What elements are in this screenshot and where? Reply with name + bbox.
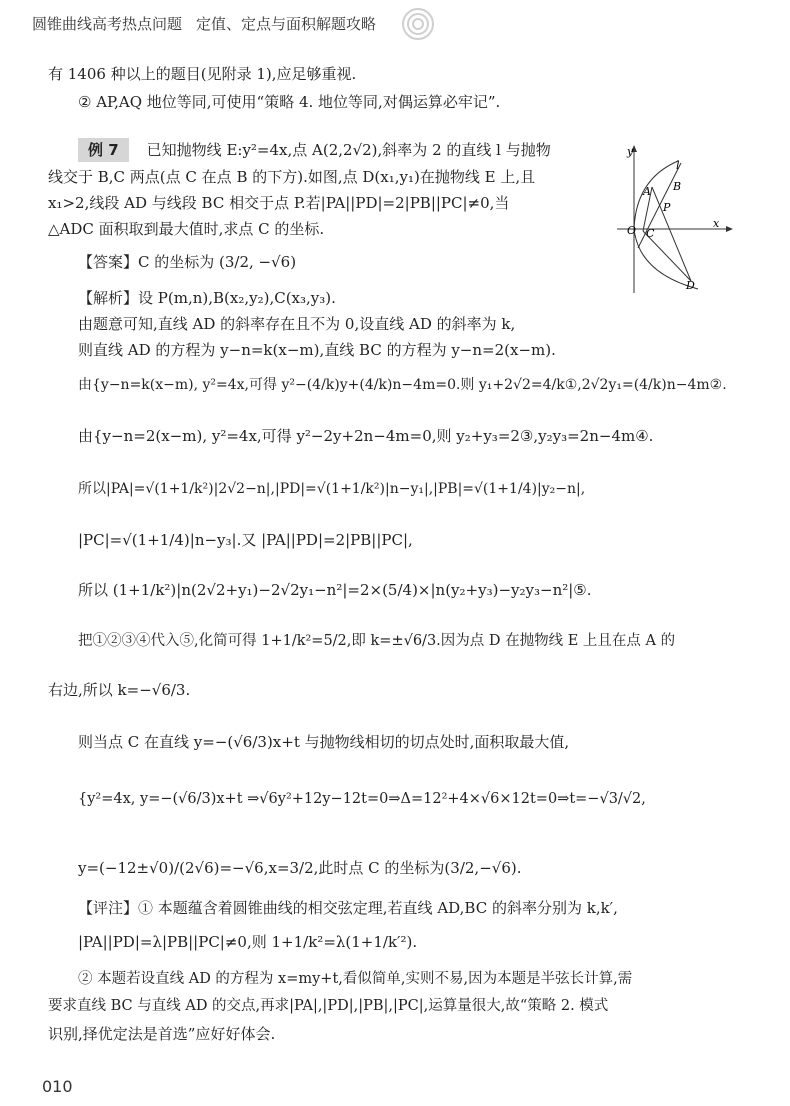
fig-label-p: P (663, 201, 671, 214)
analysis-label: 【解析】 (78, 289, 139, 307)
fig-label-b: B (673, 180, 682, 193)
answer-label: 【答案】 (78, 253, 139, 271)
text-line: |PC|=√(1+1/4)|n−y₃|.又 |PA||PD|=2|PB||PC|, (78, 531, 413, 549)
page-number: 010 (42, 1077, 73, 1096)
text-line: ② 本题若设直线 AD 的方程为 x=my+t,看似简单,实则不易,因为本题是半弦长计算,需 (78, 971, 633, 987)
text-line: 已知抛物线 E:y²=4x,点 A(2,2√2),斜率为 2 的直线 l 与抛物 (146, 141, 551, 159)
text-line: x₁>2,线段 AD 与线段 BC 相交于点 P.若|PA||PD|=2|PB||PC|≠0,当 (48, 194, 510, 212)
fig-label-a: A (643, 185, 651, 198)
text-line: {y²=4x, y=−(√6/3)x+t ⇒√6y²+12y−12t=0⇒Δ=12²+4×√6×12t=0⇒t=−√3/√2, (78, 791, 646, 807)
text-line: 设 P(m,n),B(x₂,y₂),C(x₃,y₃). (138, 289, 336, 307)
fig-label-c: C (646, 227, 655, 240)
answer-line (78, 250, 788, 274)
answer-text: C 的坐标为 (3/2, −√6) (138, 253, 297, 271)
analysis-line (78, 286, 788, 310)
header-chapter-title: 定值、定点与面积解题攻略 (196, 15, 377, 33)
text-line: 识别,择优定法是首选”应好好体会. (48, 1025, 276, 1043)
fig-label-x: x (713, 217, 720, 230)
text-line: 把①②③④代入⑤,化简可得 1+1/k²=5/2,即 k=±√6/3.因为点 D 在抛物线 E 上且在点 A 的 (78, 633, 676, 649)
text-line: 由{y−n=k(x−m), y²=4x,可得 y²−(4/k)y+(4/k)n−4m=0.则 y₁+2√2=4/k①,2√2y₁=(4/k)n−4m②. (78, 377, 727, 393)
text-line: y=(−12±√0)/(2√6)=−√6,x=3/2,此时点 C 的坐标为(3/2,−√6). (78, 859, 522, 877)
text-line: 线交于 B,C 两点(点 C 在点 B 的下方).如图,点 D(x₁,y₁)在抛物线 E 上,且 (48, 168, 536, 186)
comment-label: 【评注】 (78, 899, 139, 917)
comment-line (78, 896, 788, 920)
spiral-logo-icon (400, 6, 436, 42)
text-line: 则当点 C 在直线 y=−(√6/3)x+t 与抛物线相切的切点处时,面积取最大值, (78, 733, 570, 751)
text-line: ① 本题蕴含着圆锥曲线的相交弦定理,若直线 AD,BC 的斜率分别为 k,k′, (138, 899, 618, 917)
text-line: 则直线 AD 的方程为 y−n=k(x−m),直线 BC 的方程为 y−n=2(x−m). (78, 341, 556, 359)
example-heading-line (78, 138, 598, 162)
text-line: 由题意可知,直线 AD 的斜率存在且不为 0,设直线 AD 的斜率为 k, (78, 315, 516, 333)
text-line: |PA||PD|=λ|PB||PC|≠0,则 1+1/k²=λ(1+1/k′²). (78, 933, 418, 951)
text-line: 右边,所以 k=−√6/3. (48, 681, 191, 699)
fig-label-d: D (686, 279, 695, 292)
text-line: △ADC 面积取到最大值时,求点 C 的坐标. (48, 220, 325, 238)
fig-label-l: l (676, 159, 680, 172)
example-tag: 例 7 (78, 138, 129, 162)
running-header (32, 12, 762, 36)
fig-label-o: O (627, 224, 637, 237)
text-line: 有 1406 种以上的题目(见附录 1),应足够重视. (48, 65, 357, 83)
text-line: 由{y−n=2(x−m), y²=4x,可得 y²−2y+2n−4m=0,则 y₂+y₃=2③,y₂y₃=2n−4m④. (78, 427, 654, 445)
text-line: 所以 (1+1/k²)|n(2√2+y₁)−2√2y₁−n²|=2×(5/4)×|n(y₂+y₃)−y₂y₃−n²|⑤. (78, 581, 592, 599)
fig-label-y: y (627, 145, 634, 158)
text-line: ② AP,AQ 地位等同,可使用“策略 4. 地位等同,对偶运算必牢记”. (78, 93, 501, 111)
header-book-title: 圆锥曲线高考热点问题 (32, 15, 183, 33)
text-line: 所以|PA|=√(1+1/k²)|2√2−n|,|PD|=√(1+1/k²)|n−y₁|,|PB|=√(1+1/4)|y₂−n|, (78, 481, 586, 497)
text-line: 要求直线 BC 与直线 AD 的交点,再求|PA|,|PD|,|PB|,|PC|,运算量很大,故“策略 2. 模式 (48, 998, 609, 1014)
